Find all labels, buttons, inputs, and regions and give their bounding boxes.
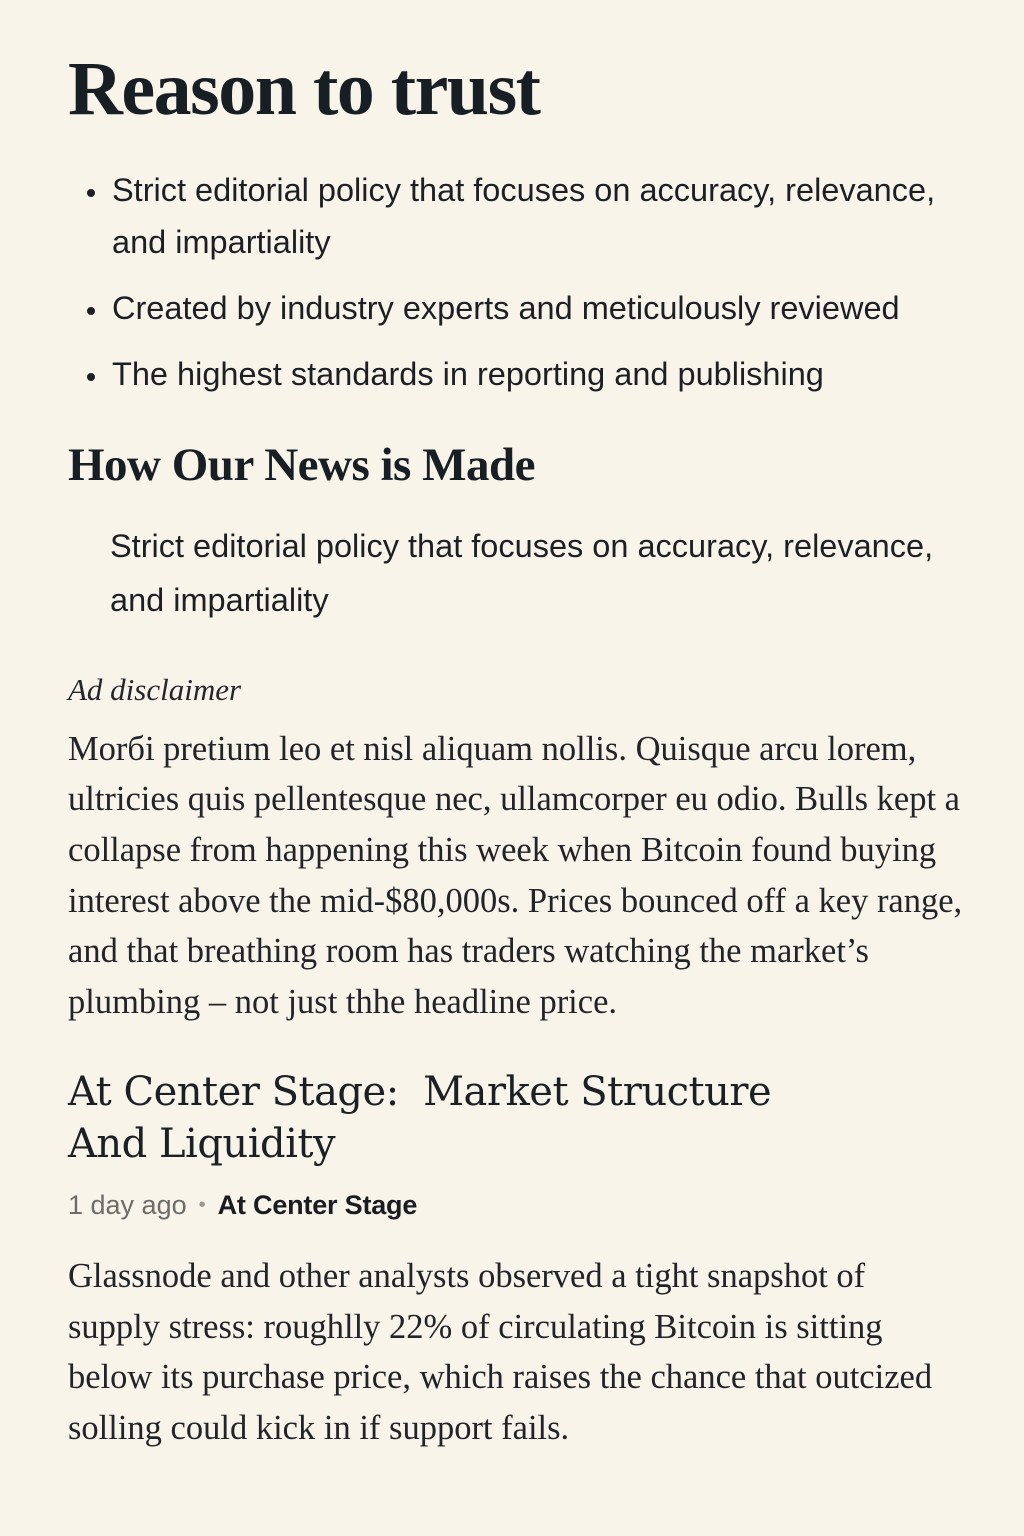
how-news-summary: Strict editorial policy that focuses on accuracy, relevance, and impartiality bbox=[110, 528, 934, 618]
trust-bullet-editorial-policy: • Strict editorial policy that focuses on accuracy, relevance, and impartiality bbox=[110, 164, 964, 269]
ad-disclaimer-label: Ad disclaimer bbox=[68, 671, 242, 707]
trust-bullet-list bbox=[68, 164, 964, 401]
page-title: Reason to trust bbox=[68, 47, 540, 131]
intro-paragraph: Morбi pretium leo et nisl aliquam nollis. Quisque arcu lorem, ultricies quis pellentesque nec, ullamcorper eu odio. Bulls kept a collapse from happening this week when Bitcoin found buying interest above the mid-$80,000s. Prices bounced off a key range, and that breathing room has traders watching the market’s plumbing – not just thhe headline price. bbox=[68, 729, 963, 1022]
article-meta-row bbox=[68, 1190, 964, 1221]
article-body-paragraph: Glassnode and other analysts observed a tight snapshot of supply stress: roughlly 22% of circulating Bitcoin is sitting below its purchase price, which raises the chance that outcized solling could kick in if support fails. bbox=[68, 1256, 933, 1447]
article-title-link[interactable]: At Center Stage: Market Structure And Liquidity bbox=[68, 1068, 784, 1167]
trust-bullet-highest-standards: • The highest standards in reporting and publishing bbox=[110, 348, 964, 401]
article-category-link[interactable]: At Center Stage bbox=[217, 1189, 418, 1220]
section-title-how-our-news-is-made: How Our News is Made bbox=[68, 439, 535, 492]
trust-bullet-industry-experts: • Created by industry experts and meticulously reviewed bbox=[110, 282, 964, 335]
meta-separator-dot-icon: • bbox=[198, 1194, 206, 1217]
article-timestamp: 1 day ago bbox=[68, 1189, 187, 1220]
